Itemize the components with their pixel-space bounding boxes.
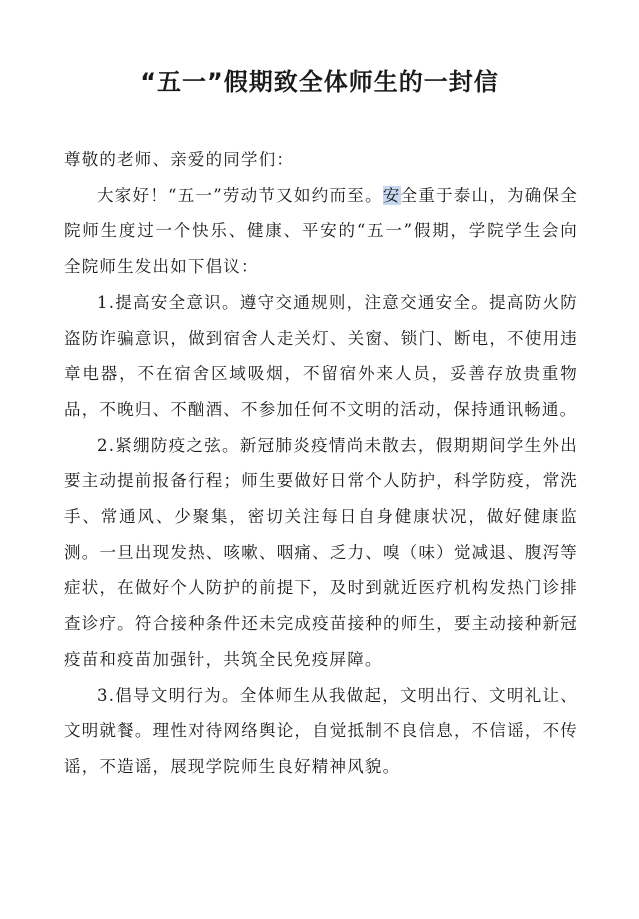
salutation: 尊敬的老师、亲爱的同学们： (64, 150, 295, 169)
document-title: “五一”假期致全体师生的一封信 (140, 68, 499, 96)
intro-paragraph (64, 178, 578, 285)
intro-text-after: 全重于泰山，为确保全院师生度过一个快乐、健康、平安的“五一”假期，学院学生会向全院师生发出如下倡议： (64, 185, 579, 277)
item-paragraph-1: 1.提高安全意识。遵守交通规则，注意交通安全。提高防火防盗防诈骗意识，做到宿舍人走关灯、关窗、锁门、断电，不使用违章电器，不在宿舍区域吸烟，不留宿外来人员，妥善存放贵重物品，不晚归、不酗酒、不参加任何不文明的活动，保持通讯畅通。 (64, 292, 578, 419)
document-body (64, 142, 578, 785)
item-paragraph-2: 2.紧绷防疫之弦。新冠肺炎疫情尚未散去，假期期间学生外出要主动提前报备行程；师生要做好日常个人防护，科学防疫，常洗手、常通风、少聚集，密切关注每日自身健康状况，做好健康监测。一旦出现发热、咳嗽、咽痛、乏力、嗅（味）觉减退、腹泻等症状，在做好个人防护的前提下，及时到就近医疗机构发热门诊排查诊疗。符合接种条件还未完成疫苗接种的师生，要主动接种新冠疫苗和疫苗加强针，共筑全民免疫屏障。 (64, 435, 578, 669)
item-paragraph-3: 3.倡导文明行为。全体师生从我做起，文明出行、文明礼让、文明就餐。理性对待网络舆论，自觉抵制不良信息，不信谣，不传谣，不造谣，展现学院师生良好精神风貌。 (64, 685, 578, 776)
intro-text-before: 大家好！“五一”劳动节又如约而至。 (97, 185, 383, 205)
text-selection-highlight[interactable]: 安 (382, 185, 401, 205)
